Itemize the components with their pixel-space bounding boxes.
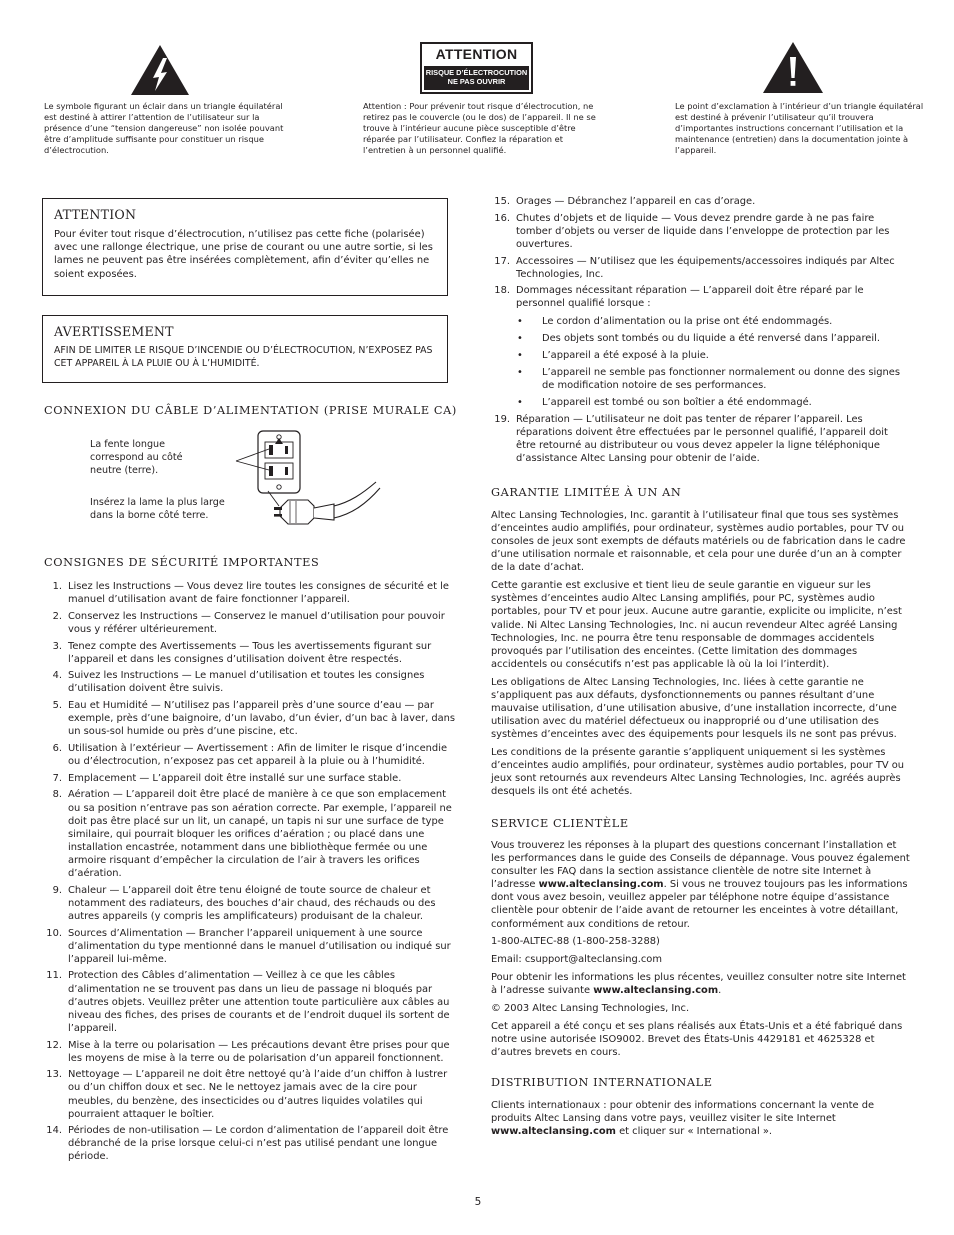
list-item-number: 9. bbox=[52, 884, 62, 896]
attention-box bbox=[42, 198, 448, 296]
list-item bbox=[44, 772, 460, 785]
list-item bbox=[44, 699, 460, 738]
list-item-text: Nettoyage — L’appareil ne doit être nettoyé qu’à l’aide d’un chiffon à lustrer ou d’un chiffon doux et sec. Ne le nettoyez jamais avec de la cire pour meubles, du benzène, des insecticides ou d’autres liquides volatiles qui pourraient attaquer le boîtier. bbox=[68, 1069, 448, 1120]
list-item bbox=[44, 669, 460, 695]
list-item bbox=[44, 742, 460, 768]
list-item bbox=[44, 640, 460, 666]
list-item-number: 18. bbox=[494, 285, 510, 297]
list-item-text: Utilisation à l’extérieur — Avertissement : Afin de limiter le risque d’incendie ou d’électrocution, n’exposez pas cet appareil à la pluie ou à l’humidité. bbox=[68, 743, 448, 768]
list-item-text: Tenez compte des Avertissements — Tous les avertissements figurant sur l’appareil et dans les consignes d’utilisation doivent être respectés. bbox=[68, 640, 432, 665]
list-item bbox=[44, 927, 460, 966]
damage-conditions-list bbox=[516, 315, 910, 410]
attention-symbol-text: Attention : Pour prévenir tout risque d’électrocution, ne retirez pas le couvercle (ou le dos) de l’appareil. Il ne se trouve à l’intérieur aucune pièce susceptible d’être réparée par l’utilisateur. Confiez la réparation et l’entretien à un personnel qualifié. bbox=[363, 101, 596, 155]
exclamation-warning-icon bbox=[762, 41, 824, 94]
list-item bbox=[490, 284, 910, 409]
website-link[interactable]: www.alteclansing.com bbox=[538, 879, 664, 891]
bullet-item: • L’appareil ne semble pas fonctionner normalement ou donne des signes de modification notoire de ses performances. bbox=[516, 366, 910, 392]
list-item-number: 17. bbox=[494, 255, 510, 267]
distribution-text: Clients internationaux : pour obtenir des informations concernant la vente de produits Altec Lansing dans votre pays, veuillez visiter le site Internet bbox=[491, 1100, 875, 1125]
garantie-paragraph: Les obligations de Altec Lansing Technologies, Inc. liées à cette garantie ne s’appliquent pas aux défauts, dysfonctionnements ou pannes résultant d’une mauvaise utilisation, d’une utilisation abusive, d’une installation incorrecte, d’une utilisation avec du matériel défectueux ou inapproprié ou d’une utilisation des systèmes d’enceintes avec des équipements pour lesquels ils ne sont pas prévus. bbox=[491, 676, 897, 741]
distribution-paragraph bbox=[491, 1099, 911, 1138]
copyright: © 2003 Altec Lansing Technologies, Inc. bbox=[491, 1003, 690, 1015]
garantie-paragraph: Altec Lansing Technologies, Inc. garantit à l’utilisateur final que tous ses systèmes d’enceintes audio amplifiés, pour ordinateur, systèmes audio portables, pour TV ou consoles de jeux sont exempts de défauts matériels ou de fabrication dans le cadre d’une utilisation normale et raisonnable, et cela pour une durée d’un an à compter de la date d’achat. bbox=[491, 510, 906, 574]
list-item-text: Conservez les Instructions — Conservez le manuel d’utilisation pour pouvoir vous y référer ultérieurement. bbox=[68, 610, 445, 635]
list-item-number: 10. bbox=[46, 927, 62, 939]
service-text: . bbox=[718, 985, 722, 997]
attention-label-band bbox=[424, 66, 529, 90]
phone-number: 1-800-ALTEC-88 (1-800-258-3288) bbox=[491, 936, 660, 948]
list-item-number: 1. bbox=[52, 581, 62, 592]
plug-outlet-illustration bbox=[230, 428, 390, 528]
distribution-text: et cliquer sur « International ». bbox=[615, 1126, 773, 1138]
service-paragraph bbox=[491, 971, 911, 997]
list-item-text: Chutes d’objets et de liquide — Vous devez prendre garde à ne pas faire tomber d’objets ou verser de liquide dans l’enveloppe de protection par les ouvertures. bbox=[516, 212, 890, 250]
bullet-item: • L’appareil a été exposé à la pluie. bbox=[516, 349, 910, 362]
list-item bbox=[44, 1039, 460, 1065]
attention-label-title: ATTENTION bbox=[435, 46, 518, 62]
list-item bbox=[490, 212, 910, 251]
list-item-number: 5. bbox=[52, 700, 62, 712]
list-item-text: Lisez les Instructions — Vous devez lire toutes les consignes de sécurité et le manuel d’utilisation avant de faire fonctionner l’appareil. bbox=[68, 581, 449, 606]
distribution-title: DISTRIBUTION INTERNATIONALE bbox=[491, 1076, 713, 1089]
plug-label-neutral: La fente longue correspond au côté neutre (terre). bbox=[90, 439, 183, 476]
list-item bbox=[44, 788, 460, 880]
attention-box-text: Pour éviter tout risque d’électrocution, n’utilisez pas cette fiche (polarisée) avec une rallonge électrique, une prise de courant ou une autre sortie, si les lames ne peuvent pas être insérées complètement, afin d’éviter qu’elles ne soient exposées. bbox=[54, 229, 433, 280]
service-text: Vous trouverez les réponses à la plupart des questions concernant l’installation et les performances dans le guide des Conseils de dépannage. Vous pouvez également consulter les FAQ dans la section assistance clientèle de notre site Internet à l’adresse bbox=[491, 840, 910, 891]
list-item-number: 15. bbox=[494, 196, 510, 207]
garantie-title: GARANTIE LIMITÉE À UN AN bbox=[491, 486, 682, 499]
bullet-item: • L’appareil est tombé ou son boîtier a été endommagé. bbox=[516, 396, 910, 409]
bullet-item: • Des objets sont tombés ou du liquide a été renversé dans l’appareil. bbox=[516, 332, 910, 345]
list-item bbox=[44, 1068, 460, 1120]
consignes-title: CONSIGNES DE SÉCURITÉ IMPORTANTES bbox=[44, 556, 320, 569]
list-item bbox=[44, 1124, 460, 1163]
list-item-text: Protection des Câbles d’alimentation — Veillez à ce que les câbles d’alimentation ne se trouvent pas dans un lieu de passage ni bloqués par d’autres objets. Veuillez prêter une attention toute particulière aux câbles au niveau des fiches, des prises de courants et de l’endroit duquel ils sortent de l’appareil. bbox=[68, 970, 450, 1034]
page-number: 5 bbox=[474, 1196, 482, 1208]
list-item-text: Chaleur — L’appareil doit être tenu éloigné de toute source de chaleur et notamment des radiateurs, des bouches d’air chaud, des réchauds ou des autres appareils (y compris les amplificateurs) produisant de la chaleur. bbox=[68, 884, 436, 922]
list-item-text: Sources d’Alimentation — Brancher l’appareil uniquement à une source d’alimentation du type mentionné dans le manuel d’utilisation ou indiqué sur l’appareil lui-même. bbox=[68, 927, 451, 965]
support-email: Email: csupport@alteclansing.com bbox=[491, 954, 662, 966]
list-item-number: 8. bbox=[52, 789, 62, 801]
avertissement-box-text: AFIN DE LIMITER LE RISQUE D’INCENDIE OU D’ÉLECTROCUTION, N’EXPOSEZ PAS CET APPAREIL À LA PLUIE OU À L’HUMIDITÉ. bbox=[54, 345, 433, 369]
list-item-number: 14. bbox=[46, 1125, 62, 1137]
service-paragraph bbox=[491, 839, 911, 931]
list-item-text: Orages — Débranchez l’appareil en cas d’orage. bbox=[516, 196, 756, 207]
bullet-item: • Le cordon d’alimentation ou la prise ont été endommagés. bbox=[516, 315, 910, 328]
attention-label-line2: NE PAS OUVRIR bbox=[447, 76, 506, 86]
lightning-warning-icon bbox=[130, 44, 190, 96]
list-item-text: Eau et Humidité — N’utilisez pas l’appareil près d’une source d’eau — par exemple, près d’une baignoire, d’un lavabo, d’un évier, d’un bac à laver, dans un sous-sol humide ou près d’une piscine, etc. bbox=[68, 700, 456, 738]
avertissement-box-title: AVERTISSEMENT bbox=[54, 324, 174, 339]
list-item bbox=[44, 969, 460, 1034]
avertissement-box bbox=[42, 315, 448, 383]
attention-label-line1: RISQUE D’ÉLECTROCUTION bbox=[425, 68, 528, 77]
lightning-symbol-text: Le symbole figurant un éclair dans un triangle équilatéral est destiné à attirer l’attention de l’utilisateur sur la présence d’une “tension dangereuse” non isolée pouvant être d’amplitude suffisante pour constituer un risque d’électrocution. bbox=[44, 101, 284, 155]
attention-label bbox=[420, 42, 533, 94]
service-body bbox=[491, 839, 911, 1064]
list-item-number: 19. bbox=[494, 414, 510, 426]
list-item-number: 4. bbox=[52, 670, 62, 682]
list-item-number: 6. bbox=[52, 743, 62, 754]
list-item-number: 11. bbox=[46, 970, 62, 982]
list-item-number: 7. bbox=[52, 772, 62, 784]
list-item-number: 16. bbox=[494, 212, 510, 224]
list-item bbox=[44, 884, 460, 923]
list-item-number: 13. bbox=[46, 1069, 62, 1081]
list-item bbox=[490, 413, 910, 465]
list-item-number: 2. bbox=[52, 610, 62, 622]
list-item-number: 3. bbox=[52, 640, 62, 652]
list-item-text: Mise à la terre ou polarisation — Les précautions devant être prises pour que les moyens de mise à la terre ou de polarisation d’un appareil fonctionnent. bbox=[68, 1039, 450, 1064]
patent-paragraph: Cet appareil a été conçu et ses plans réalisés aux États-Unis et a été fabriqué dans notre usine autorisée ISO9002. Brevet des États-Unis 4429181 et 4625328 et d’autres brevets en cours. bbox=[491, 1021, 903, 1059]
garantie-paragraph: Les conditions de la présente garantie s’appliquent uniquement si les systèmes d’enceintes audio amplifiés, pour ordinateur, systèmes audio portables, pour TV ou jeux sont retournés aux revendeurs Altec Lansing Technologies, Inc. agréés auprès desquels ils ont été achetés. bbox=[491, 746, 905, 798]
list-item bbox=[44, 610, 460, 636]
exclamation-symbol-text: Le point d’exclamation à l’intérieur d’un triangle équilatéral est destiné à prévenir l’utilisateur qu’il trouvera d’importantes instructions concernant l’utilisation et la maintenance (entretien) dans la documentation jointe à l’appareil. bbox=[675, 101, 924, 155]
website-link[interactable]: www.alteclansing.com bbox=[491, 1126, 616, 1138]
service-text: Pour obtenir les informations les plus récentes, veuillez consulter notre site Internet à l’adresse suivante bbox=[491, 972, 906, 997]
list-item-text: Suivez les Instructions — Le manuel d’utilisation et toutes les consignes d’utilisation doivent être suivis. bbox=[68, 670, 425, 695]
list-item-text: Emplacement — L’appareil doit être installé sur une surface stable. bbox=[68, 772, 402, 784]
list-item bbox=[44, 580, 460, 606]
service-text: . Si vous ne trouvez toujours pas les informations dont vous avez besoin, veuillez appeler par téléphone notre équipe d’assistance clientèle pour obtenir de l’aide avant de retourner les enceintes à votre détaillant, conformément aux conditions de retour. bbox=[491, 879, 908, 930]
consignes-continued bbox=[490, 195, 910, 469]
list-item-text: Réparation — L’utilisateur ne doit pas tenter de réparer l’appareil. Les réparations doivent être effectuées par le personnel qualifié, l’appareil doit être retourné au distributeur ou vous devez appeler la ligne téléphonique d’assistance Altec Lansing pour obtenir de l’aide. bbox=[516, 414, 888, 465]
distribution-body bbox=[491, 1099, 911, 1143]
attention-box-title: ATTENTION bbox=[54, 207, 137, 222]
consignes-list bbox=[44, 580, 460, 1167]
list-item-text: Dommages nécessitant réparation — L’appareil doit être réparé par le personnel qualifié lorsque : bbox=[516, 285, 864, 310]
garantie-body bbox=[491, 509, 911, 803]
garantie-paragraph: Cette garantie est exclusive et tient lieu de seule garantie en vigueur sur les systèmes d’enceintes audio Altec Lansing amplifiés, pour PC, systèmes audio portables, pour TV et pour jeux. Aucune autre garantie, explicite ou implicite, n’est valide. Ni Altec Lansing Technologies, Inc. ni aucun revendeur Altec agréé Lansing Technologies, Inc. ne pourra être tenu responsable de dommages accidentels provoqués par l’utilisation des enceintes. (Cette limitation des dommages accidentels ou consécutifs n’est pas applicable là où la loi l’interdit). bbox=[491, 580, 902, 670]
list-item bbox=[490, 195, 910, 208]
list-item-text: Aération — L’appareil doit être placé de manière à ce que son emplacement ou sa position n’entrave pas son aération correcte. Par exemple, l’appareil ne doit pas être placé sur un lit, un canapé, un tapis ni sur une surface de type similaire, qui pourrait bloquer les orifices d’aération ; ou placé dans une installation encastrée, notamment dans une bibliothèque fermée ou une armoire risquant d’empêcher la circulation de l’air à travers les orifices d’aération. bbox=[68, 789, 452, 880]
list-item-number: 12. bbox=[46, 1039, 62, 1051]
connexion-title: CONNEXION DU CÂBLE D’ALIMENTATION (PRISE MURALE CA) bbox=[44, 404, 457, 417]
plug-label-blade: Insérez la lame la plus large dans la borne côté terre. bbox=[90, 497, 225, 521]
website-link[interactable]: www.alteclansing.com bbox=[593, 985, 719, 997]
list-item-text: Accessoires — N’utilisez que les équipements/accessoires indiqués par Altec Technologies, Inc. bbox=[516, 255, 895, 280]
consignes-cont-list bbox=[490, 195, 910, 465]
service-title: SERVICE CLIENTÈLE bbox=[491, 817, 629, 830]
list-item-text: Périodes de non-utilisation — Le cordon d’alimentation de l’appareil doit être débranché de la prise lorsque celui-ci n’est pas utilisé pendant une longue période. bbox=[68, 1125, 449, 1163]
list-item bbox=[490, 255, 910, 281]
